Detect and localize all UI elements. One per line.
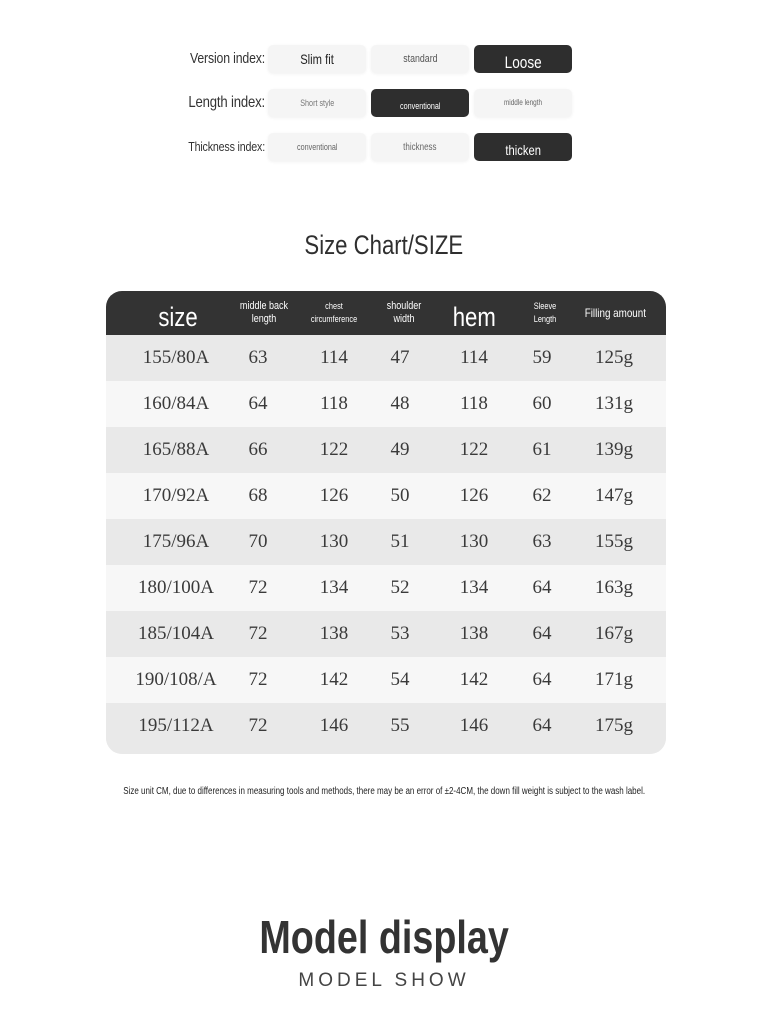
thickness-index-label: Thickness index: [188, 139, 265, 154]
table-cell: 47 [390, 347, 410, 368]
size-chart-table [106, 291, 666, 754]
model-display-title: Model display [259, 911, 509, 963]
header-hem: hem [452, 301, 496, 332]
table-cell: 155g [595, 531, 633, 552]
table-cell: 138 [459, 623, 489, 644]
table-cell: 122 [459, 439, 489, 460]
table-cell: 138 [319, 623, 349, 644]
table-cell: 134 [459, 577, 489, 598]
option-short-style[interactable]: Short style [268, 89, 366, 117]
table-cell: 175/96A [142, 531, 210, 552]
header-filling-amount: Filling amount [584, 305, 646, 320]
table-row [106, 519, 666, 565]
table-cell: 171g [595, 669, 633, 690]
table-cell: 147g [595, 485, 633, 506]
length-index-label: Length index: [188, 94, 265, 111]
option-thickness[interactable]: thickness [371, 133, 469, 161]
model-show-subtitle: MODEL SHOW [298, 970, 470, 991]
table-cell: 64 [532, 669, 552, 690]
table-cell: 53 [390, 623, 410, 644]
table-row [106, 611, 666, 657]
table-cell: 139g [595, 439, 633, 460]
table-cell: 72 [248, 715, 268, 736]
length-index-row [0, 88, 768, 118]
header-chest-circumference: chest circumference [310, 301, 358, 324]
table-cell: 66 [248, 439, 268, 460]
size-chart-title: Size Chart/SIZE [304, 230, 464, 260]
option-standard[interactable]: standard [371, 45, 469, 73]
table-cell: 55 [390, 715, 410, 736]
table-cell: 163g [595, 577, 633, 598]
table-cell: 72 [248, 577, 268, 598]
option-conventional-length[interactable]: conventional [371, 89, 469, 117]
table-cell: 175g [595, 715, 633, 736]
table-cell: 70 [248, 531, 268, 552]
table-cell: 62 [532, 485, 552, 506]
header-middle-back-length: middle back length [239, 300, 289, 325]
version-index-label: Version index: [190, 50, 265, 67]
size-note: Size unit CM, due to differences in measuring tools and methods, there may be an error of ±2-4CM, the down fill weight is subject to the wash label. [123, 786, 645, 797]
header-sleeve-length: Sleeve Length [533, 301, 557, 324]
table-cell: 180/100A [138, 577, 214, 598]
table-cell: 142 [459, 669, 489, 690]
table-cell: 142 [319, 669, 349, 690]
table-cell: 146 [459, 715, 489, 736]
table-cell: 60 [532, 393, 552, 414]
table-cell: 63 [532, 531, 552, 552]
table-cell: 52 [390, 577, 410, 598]
option-thicken[interactable]: thicken [474, 133, 572, 161]
table-cell: 64 [532, 623, 552, 644]
option-slim-fit[interactable]: Slim fit [268, 45, 366, 73]
table-cell: 165/88A [142, 439, 210, 460]
table-row [106, 657, 666, 703]
table-cell: 185/104A [138, 623, 214, 644]
header-size: size [158, 301, 198, 332]
option-loose[interactable]: Loose [474, 45, 572, 73]
table-cell: 126 [459, 485, 489, 506]
table-cell: 122 [319, 439, 349, 460]
table-cell: 114 [320, 347, 348, 368]
table-cell: 72 [248, 669, 268, 690]
table-cell: 49 [390, 439, 410, 460]
table-cell: 126 [319, 485, 349, 506]
table-cell: 51 [390, 531, 410, 552]
table-cell: 64 [532, 715, 552, 736]
table-cell: 48 [390, 393, 410, 414]
table-cell: 114 [460, 347, 488, 368]
header-shoulder-width: shoulder width [386, 300, 422, 325]
version-index-row [0, 44, 768, 74]
table-cell: 54 [390, 669, 410, 690]
table-cell: 195/112A [138, 715, 214, 736]
table-row [106, 381, 666, 427]
table-row [106, 335, 666, 381]
option-conventional-thickness[interactable]: conventional [268, 133, 366, 161]
table-cell: 118 [460, 393, 488, 414]
table-row [106, 427, 666, 473]
table-cell: 130 [459, 531, 489, 552]
table-cell: 146 [319, 715, 349, 736]
table-cell: 63 [248, 347, 268, 368]
table-cell: 130 [319, 531, 349, 552]
table-cell: 134 [319, 577, 349, 598]
table-row [106, 703, 666, 754]
table-cell: 59 [532, 347, 552, 368]
table-cell: 155/80A [142, 347, 210, 368]
table-cell: 68 [248, 485, 268, 506]
table-cell: 160/84A [142, 393, 210, 414]
table-cell: 64 [248, 393, 268, 414]
option-middle-length[interactable]: middle length [474, 89, 572, 117]
table-cell: 64 [532, 577, 552, 598]
table-cell: 125g [595, 347, 633, 368]
table-cell: 50 [390, 485, 410, 506]
table-cell: 72 [248, 623, 268, 644]
thickness-index-row [0, 132, 768, 162]
table-cell: 167g [595, 623, 633, 644]
table-cell: 170/92A [142, 485, 210, 506]
table-row [106, 565, 666, 611]
table-cell: 131g [595, 393, 633, 414]
table-cell: 190/108/A [135, 669, 217, 690]
table-row [106, 473, 666, 519]
table-header [106, 291, 666, 335]
table-cell: 61 [532, 439, 552, 460]
table-cell: 118 [320, 393, 348, 414]
